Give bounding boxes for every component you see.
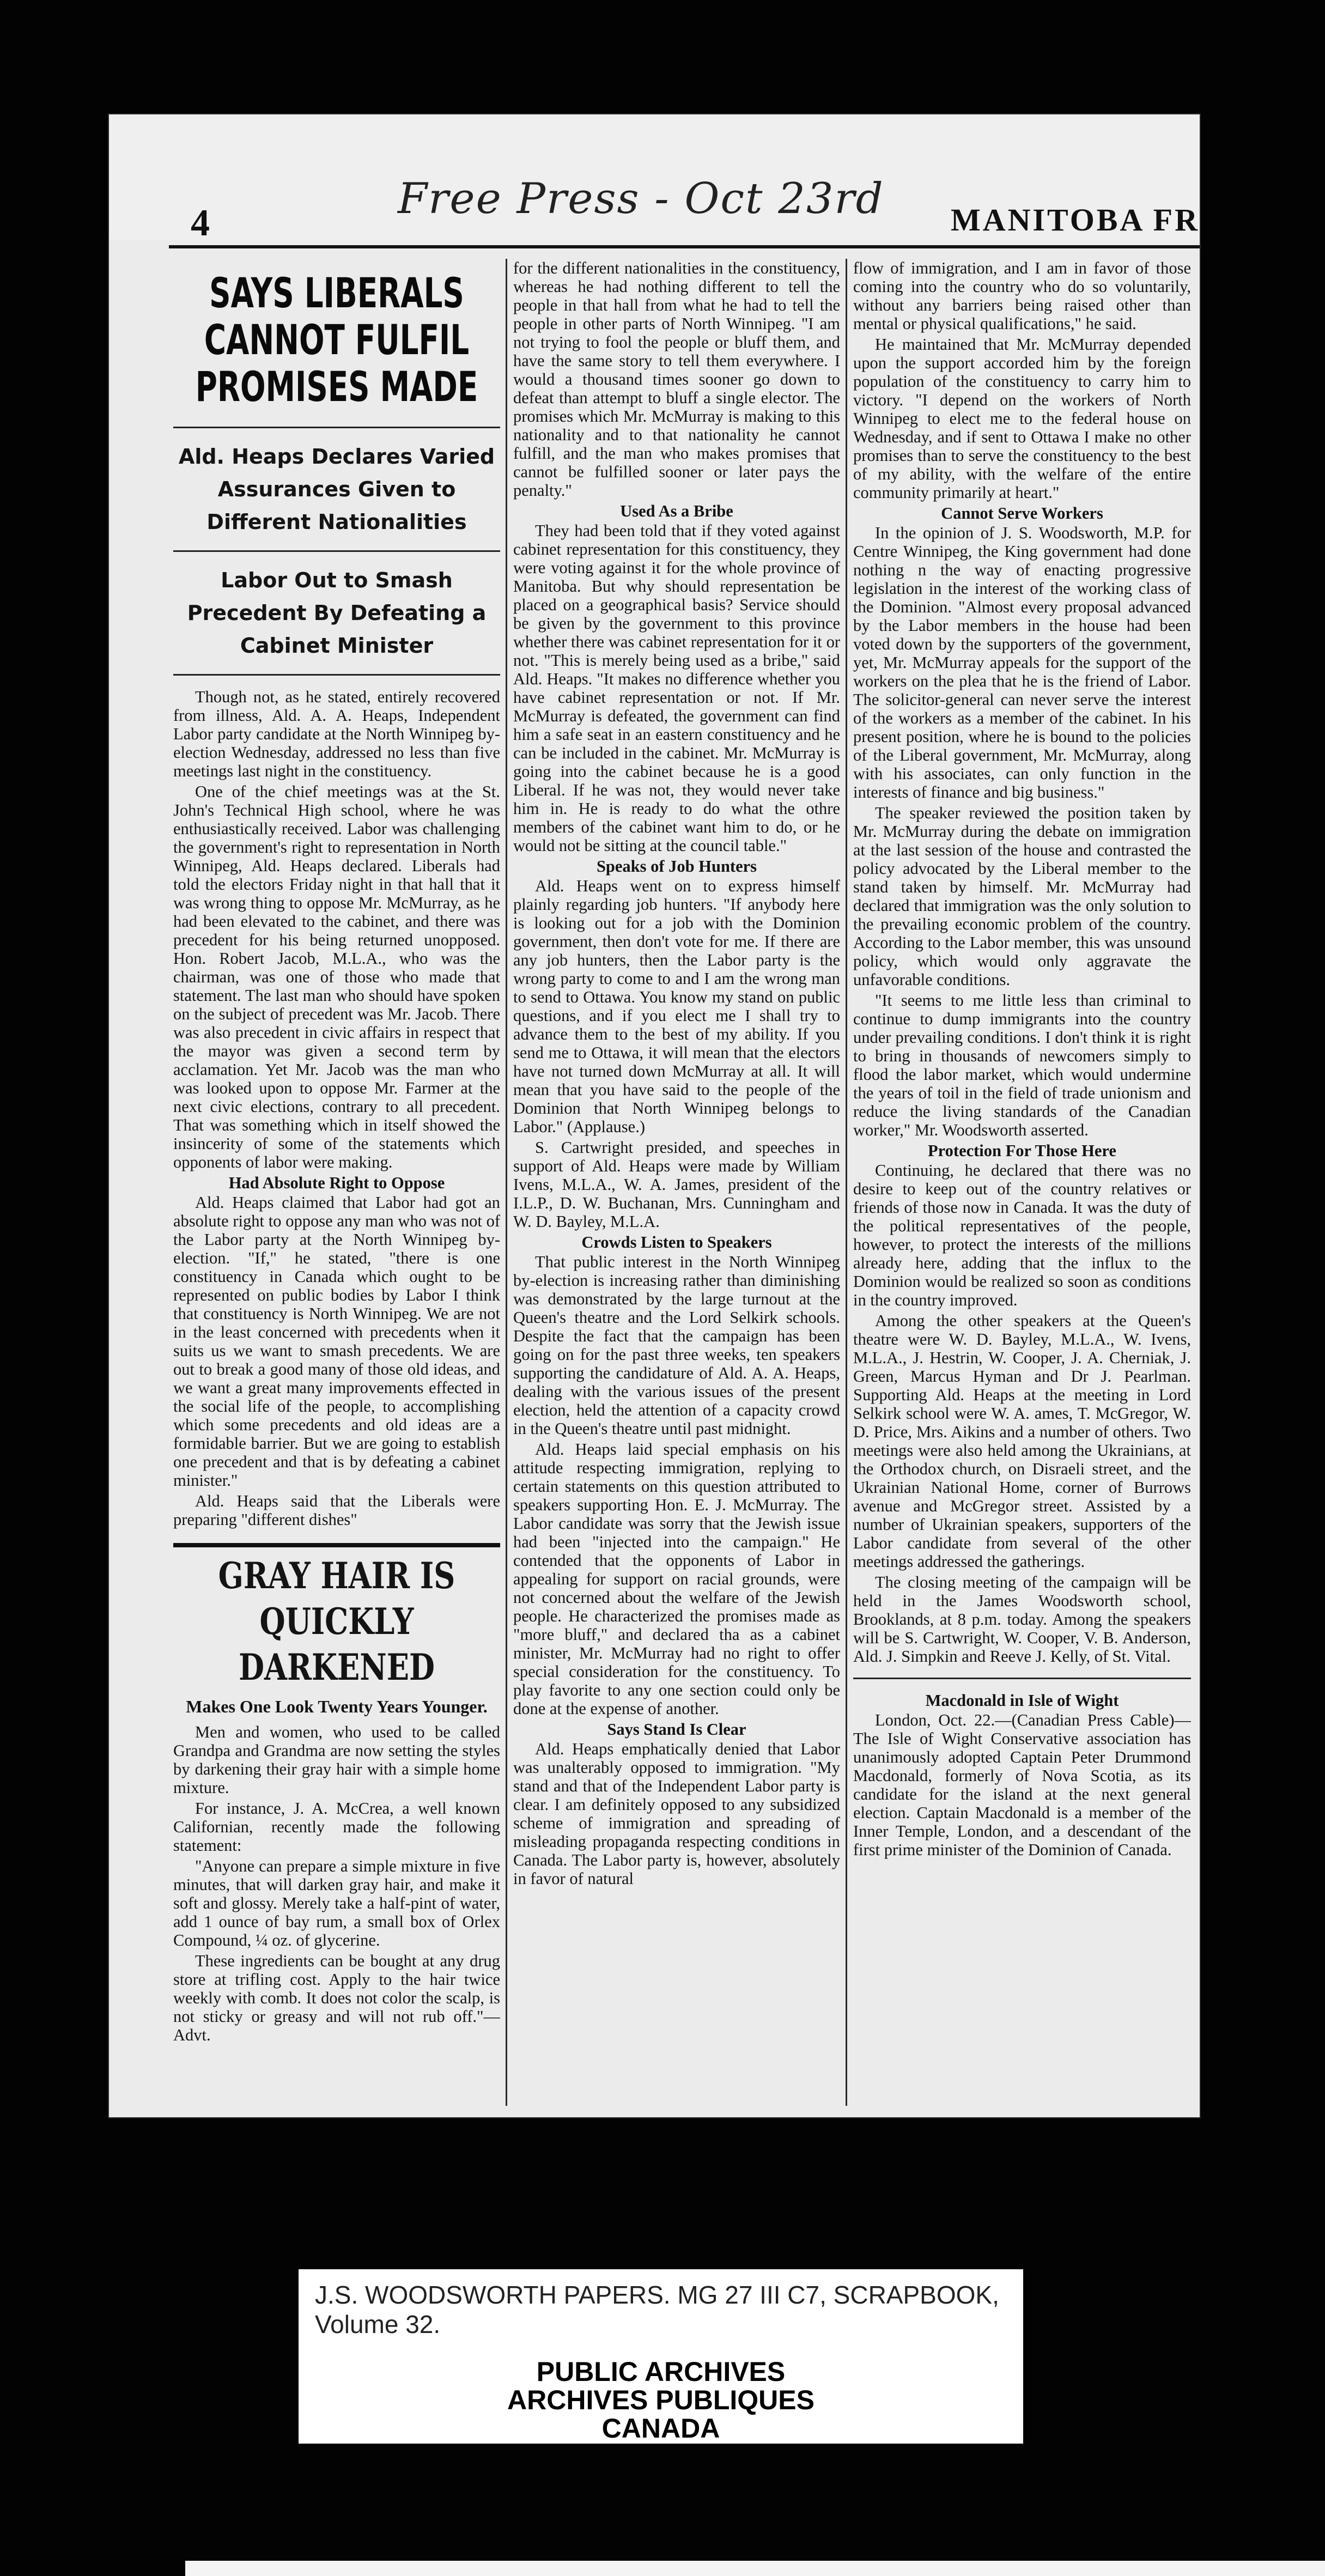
- advert-paragraph: For instance, J. A. McCrea, a well known Californian, recently made the following statement:: [173, 1799, 500, 1855]
- brief-paragraph: London, Oct. 22.—(Canadian Press Cable)—The Isle of Wight Conservative association has unanimously adopted Captain Peter Drummond Macdonald, formerly of Nova Scotia, as its candidate for the island at the next general election. Captain Macdonald is a member of the Inner Temple, London, and a descendant of the first prime minister of the Dominion of Canada.: [853, 1711, 1191, 1859]
- page-header: [109, 114, 1200, 244]
- article-paragraph: Ald. Heaps emphatically denied that Labor was unalterably opposed to immigration. "My stand and that of the Independent Labor party is clear. I am definitely opposed to any subsidized scheme of immigration and spreading of misleading propaganda respecting conditions in Canada. The Labor party is, however, absolutely in favor of natural: [513, 1740, 840, 1888]
- article-paragraph: Ald. Heaps laid special emphasis on his attitude respecting immigration, replying to certain statements on this question attributed to speakers supporting Hon. E. J. McMurray. The Labor candidate was sorry that the Jewish issue had been "injected into the campaign." He contended that the opponents of Labor in appealing for support on racial grounds, were not concerned about the welfare of the Jewish people. He characterized the promises made as "more bluff," and declared tha as a cabinet minister, Mr. McMurray had no right to offer special consideration for the constituency. To play favorite to any one section could only be done at the expense of another.: [513, 1440, 840, 1718]
- advert-paragraph: Men and women, who used to be called Grandpa and Grandma are now setting the styles by darkening their gray hair with a simple home mixture.: [173, 1723, 500, 1797]
- archive-reference: [315, 2280, 1007, 2339]
- archive-label: [299, 2269, 1023, 2444]
- column-rule: [846, 259, 847, 2106]
- article-paragraph: for the different nationalities in the constituency, whereas he had nothing different to tell the people in that hall from what he had to tell the people in other parts of North Winnipeg. "I am not trying to fool the people or bluff them, and have the same story to tell them everywhere. I would a thousand times sooner go down to defeat than attempt to bluff a single elector. The promises which Mr. McMurray is making to this nationality and to that nationality he cannot fulfill, and the man who makes promises that cannot be fulfilled sooner or later pays the penalty.": [513, 259, 840, 500]
- masthead: MANITOBA FR: [950, 202, 1200, 238]
- newspaper-clipping: [109, 114, 1200, 2117]
- subheading: Had Absolute Right to Oppose: [228, 1174, 445, 1192]
- column-1: [173, 259, 500, 2106]
- article-paragraph: Though not, as he stated, entirely recovered from illness, Ald. A. A. Heaps, Independent Labor party candidate at the North Winnipeg by-election Wednesday, addressed no less than five meetings last night in the constituency.: [173, 688, 500, 780]
- article-paragraph: The speaker reviewed the position taken by Mr. McMurray during the debate on immigration at the last session of the house and contrasted the policy advocated by the Liberal member to the stand taken by himself. Mr. McMurray had declared that immigration was the only solution to the prevailing economic problem of the country. According to the Labor member, this was unsound policy, which would only aggravate the unfavorable conditions.: [853, 804, 1191, 989]
- subheading: Used As a Bribe: [620, 502, 733, 520]
- article-paragraph: One of the chief meetings was at the St. John's Technical High school, where he was enthusiastically received. Labor was challenging the government's right to representation in North Winnipeg, Ald. Heaps declared. Liberals had told the electors Friday night in that hall that it was wrong thing to oppose Mr. McMurray, as he had been elevated to the cabinet, and there was precedent for his being returned unopposed. Hon. Robert Jacob, M.L.A., who was the chairman, was one of those who made that statement. The last man who should have spoken on the subject of precedent was Mr. Jacob. There was also precedent in civic affairs in respect that the mayor was given a second term by acclamation. Yet Mr. Jacob was the man who was looked upon to oppose Mr. Farmer at the next civic elections, contrary to all precedent. That was something which in itself showed the insincerity of some of the statements which opponents of labor were making.: [173, 782, 500, 1171]
- article-paragraph: The closing meeting of the campaign will be held in the James Woodsworth school, Brooklands, at 8 p.m. today. Among the speakers will be S. Cartwright, W. Cooper, V. B. Anderson, Ald. J. Simpkin and Reeve J. Kelly, of St. Vital.: [853, 1573, 1191, 1666]
- article-paragraph: S. Cartwright presided, and speeches in support of Ald. Heaps were made by William Ivens, M.L.A., W. A. James, president of the I.L.P., D. W. Buchanan, Mrs. Cunningham and W. D. Bayley, M.L.A.: [513, 1138, 840, 1231]
- article-paragraph: Among the other speakers at the Queen's theatre were W. D. Bayley, M.L.A., W. Ivens, M.L.A., J. Hestrin, W. Cooper, J. A. Cherniak, J. Green, Marcus Hyman and Dr J. Pearlman. Supporting Ald. Heaps at the meeting in Lord Selkirk school were W. A. ames, T. McGregor, W. D. Price, Mrs. Aikins and a number of others. Two meetings were also held among the Ukrainians, at the Orthodox church, on Disraeli street, and the Ukrainian National Home, corner of Burrows avenue and McGregor street. Assisted by a number of Ukrainian speakers, supporters of the Labor candidate from several of the other meetings addressed the gatherings.: [853, 1311, 1191, 1571]
- advert-headline: GRAY HAIR IS QUICKLY DARKENED: [218, 1554, 455, 1688]
- ad-divider: [173, 1543, 500, 1547]
- article-paragraph: flow of immigration, and I am in favor of those coming into the country who do so voluntarily, without any barriers being raised other than mental or physical qualifications," he said.: [853, 259, 1191, 333]
- archive-country: CANADA: [601, 2413, 720, 2444]
- column-3: [853, 259, 1191, 2106]
- brief-headline: Macdonald in Isle of Wight: [925, 1691, 1119, 1710]
- archive-stamp: [299, 2358, 1023, 2443]
- reference-line: J.S. WOODSWORTH PAPERS. MG 27 III C7, SCRAPBOOK,: [315, 2281, 999, 2309]
- subheading: Protection For Those Here: [928, 1141, 1116, 1160]
- article-paragraph: Ald. Heaps went on to express himself plainly regarding job hunters. "If anybody here is looking out for a job with the Dominion government, then don't vote for me. If there are any job hunters, then the Labor party is the wrong party to come to and I am the wrong man to send to Ottawa. You know my stand on public questions, and if you elect me I shall try to advance them to the best of my ability. If you send me to Ottawa, it will mean that the electors have not turned down McMurray at all. It will mean that you have said to the people of the Dominion that North Winnipeg belongs to Labor." (Applause.): [513, 877, 840, 1136]
- article-headline: SAYS LIBERALS CANNOT FULFIL PROMISES MADE: [195, 269, 478, 411]
- divider: [173, 550, 500, 552]
- advert-paragraph: These ingredients can be bought at any drug store at trifling cost. Apply to the hair twice weekly with comb. It does not color the scalp, is not sticky or greasy and will not rub off."—Advt.: [173, 1952, 500, 2044]
- article-paragraph: "It seems to me little less than criminal to continue to dump immigrants into the country under prevailing conditions. I don't think it is right to bring in thousands of newcomers simply to flood the labor market, which would undermine the years of toil in the field of trade unionism and reduce the living standards of the Canadian worker," Mr. Woodsworth asserted.: [853, 991, 1191, 1139]
- article-paragraph: Continuing, he declared that there was no desire to keep out of the country relatives or friends of those now in Canada. It was the duty of the political representatives of the people, however, to protect the interests of the millions already here, adding that the influx to the Dominion would be realized so soon as conditions in the country improved.: [853, 1161, 1191, 1309]
- reference-line: Volume 32.: [315, 2310, 441, 2338]
- next-page-edge: [185, 2561, 1325, 2576]
- divider: [853, 1678, 1191, 1679]
- page-number: 4: [191, 202, 210, 244]
- archive-name-fr: ARCHIVES PUBLIQUES: [507, 2385, 815, 2415]
- column-rule: [506, 259, 507, 2106]
- subheading: Speaks of Job Hunters: [596, 857, 757, 876]
- article-paragraph: Ald. Heaps said that the Liberals were preparing "different dishes": [173, 1492, 500, 1529]
- advert-paragraph: "Anyone can prepare a simple mixture in five minutes, that will darken gray hair, and make it soft and glossy. Merely take a half-pint of water, add 1 ounce of bay rum, a small box of Orlex Compound, ¼ oz. of glycerine.: [173, 1857, 500, 1949]
- archive-name-en: PUBLIC ARCHIVES: [536, 2356, 786, 2387]
- divider: [173, 674, 500, 676]
- subheading: Crowds Listen to Speakers: [581, 1233, 772, 1251]
- article-paragraph: In the opinion of J. S. Woodsworth, M.P. for Centre Winnipeg, the King government had done nothing n the way of enacting progressive legislation in the interest of the working class of the Dominion. "Almost every proposal advanced by the Labor members in the house had been voted down by the supporters of the government, yet, Mr. McMurray appeals for the support of the workers on the plea that he is the friend of Labor. The solicitor-general can never serve the interest of the workers as a member of the cabinet. In his present position, where he is bound to the policies of the Liberal government, Mr. McMurray, along with his associates, can only function in the interests of finance and big business.": [853, 524, 1191, 801]
- column-2: [513, 259, 840, 2106]
- article-paragraph: That public interest in the North Winnipeg by-election is increasing rather than diminishing was demonstrated by the large turnout at the Queen's theatre and the Lord Selkirk schools. Despite the fact that the campaign has been going on for the past three weeks, ten speakers supporting the candidature of Ald. A. A. Heaps, dealing with the various issues of the present election, held the attention of a capacity crowd in the Queen's theatre until past midnight.: [513, 1253, 840, 1438]
- subheading: Cannot Serve Workers: [941, 504, 1103, 523]
- article-deck-1: Ald. Heaps Declares Varied Assurances Given to Different Nationalities: [178, 445, 495, 534]
- header-rule: [169, 245, 1200, 248]
- article-paragraph: Ald. Heaps claimed that Labor had got an absolute right to oppose any man who was not of the Labor party at the North Winnipeg by-election. "If," he stated, "there is one constituency in Canada which ought to be represented on public bodies by Labor I think that constituency is North Winnipeg. We are not in the least concerned with precedents when it suits us we want to smash precedents. We are out to break a good many of those old ideas, and we want a great many improvements effected in the social life of the people, to accomplishing which some precedents and old ideas are a formidable barrier. But we are going to establish one precedent and that is by defeating a cabinet minister.": [173, 1193, 500, 1490]
- article-paragraph: They had been told that if they voted against cabinet representation for this constituency, they were voting against it for the whole province of Manitoba. But why should representation be placed on a geographical basis? Service should be given by the government to this province whether there was cabinet representation for it or not. "This is merely being used as a bribe," said Ald. Heaps. "It makes no difference whether you have cabinet representation or not. If Mr. McMurray is defeated, the government can find him a safe seat in an eastern constituency and he can be included in the cabinet. Mr. McMurray is going into the cabinet because he is a good Liberal. If he was not, they would never take him in. He is ready to do what the othre members of the cabinet want him to do, or he would not be sitting at the council table.": [513, 521, 840, 855]
- article-deck-2: Labor Out to Smash Precedent By Defeating a Cabinet Minister: [187, 568, 487, 658]
- advert-deck: Makes One Look Twenty Years Younger.: [186, 1697, 488, 1716]
- handwritten-annotation: Free Press - Oct 23rd: [398, 174, 884, 223]
- divider: [173, 427, 500, 428]
- article-paragraph: He maintained that Mr. McMurray depended upon the support accorded him by the foreign population of the constituency to carry him to victory. "I depend on the workers of North Winnipeg to elect me to the federal house on Wednesday, and if sent to Ottawa I make no other promises than to serve the constituency to the best of my ability, with the welfare of the entire community primarily at heart.": [853, 335, 1191, 502]
- subheading: Says Stand Is Clear: [607, 1720, 746, 1739]
